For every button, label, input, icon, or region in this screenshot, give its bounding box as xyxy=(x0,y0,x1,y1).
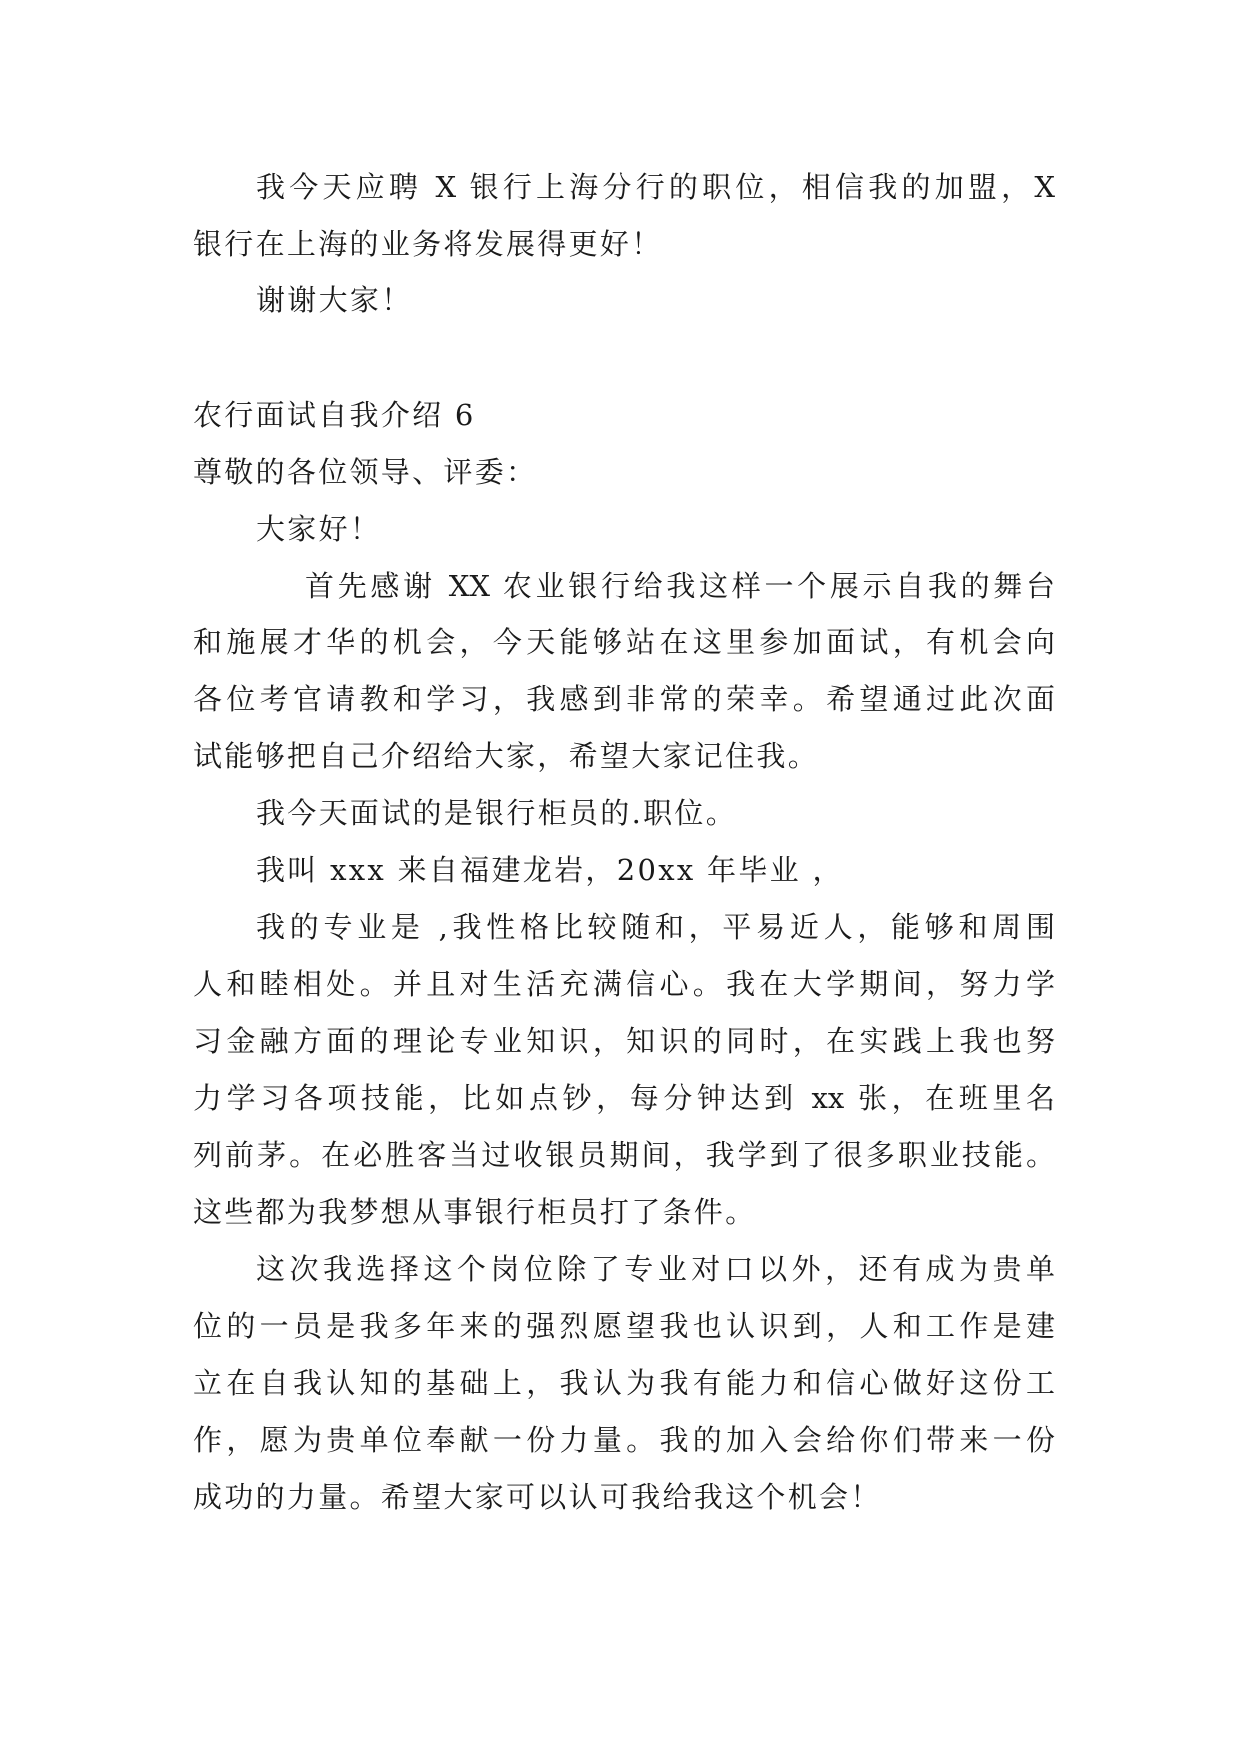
text-line: 谢谢大家！ xyxy=(256,283,413,317)
text-line: 银行在上海的业务将发展得更好！ xyxy=(193,227,663,261)
text-line: 我的专业是 ,我性格比较随和，平易近人，能够和周围 xyxy=(256,910,1055,944)
text-line: 和施展才华的机会，今天能够站在这里参加面试，有机会向 xyxy=(193,625,1055,659)
section-title: 农行面试自我介绍 6 xyxy=(193,398,476,432)
text-line: 成功的力量。希望大家可以认可我给我这个机会！ xyxy=(193,1480,882,1514)
text-line: 人和睦相处。并且对生活充满信心。我在大学期间，努力学 xyxy=(193,967,1055,1001)
text-line: 作，愿为贵单位奉献一份力量。我的加入会给你们带来一份 xyxy=(193,1423,1055,1457)
text-line: 我叫 xxx 来自福建龙岩，20xx 年毕业 ， xyxy=(256,853,844,887)
greeting: 大家好！ xyxy=(256,512,382,546)
text-line: 位的一员是我多年来的强烈愿望我也认识到，人和工作是建 xyxy=(193,1309,1055,1343)
text-line: 这次我选择这个岗位除了专业对口以外，还有成为贵单 xyxy=(256,1252,1055,1286)
salutation: 尊敬的各位领导、评委： xyxy=(193,455,538,489)
text-line: 我今天应聘 X 银行上海分行的职位，相信我的加盟，X xyxy=(256,170,1055,204)
text-line: 我今天面试的是银行柜员的.职位。 xyxy=(256,796,738,830)
text-line: 各位考官请教和学习，我感到非常的荣幸。希望通过此次面 xyxy=(193,682,1055,716)
text-line: 这些都为我梦想从事银行柜员打了条件。 xyxy=(193,1195,757,1229)
text-line: 首先感谢 XX 农业银行给我这样一个展示自我的舞台 xyxy=(305,569,1055,603)
text-line: 力学习各项技能，比如点钞，每分钟达到 xx 张，在班里名 xyxy=(193,1081,1055,1115)
text-line: 列前茅。在必胜客当过收银员期间，我学到了很多职业技能。 xyxy=(193,1138,1055,1172)
text-line: 习金融方面的理论专业知识，知识的同时，在实践上我也努 xyxy=(193,1024,1055,1058)
text-line: 试能够把自己介绍给大家，希望大家记住我。 xyxy=(193,739,820,773)
text-line: 立在自我认知的基础上，我认为我有能力和信心做好这份工 xyxy=(193,1366,1055,1400)
